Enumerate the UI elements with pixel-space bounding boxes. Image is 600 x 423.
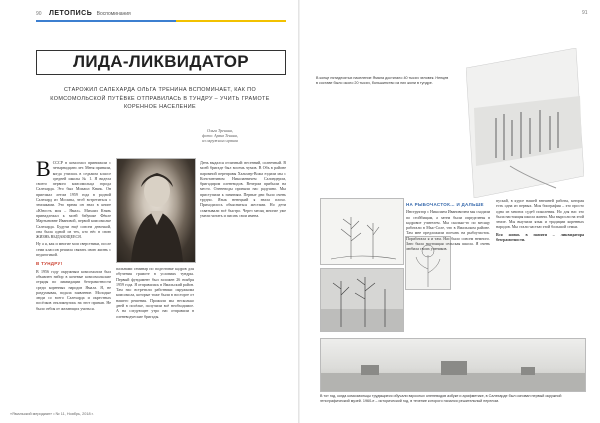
top-photo-caption: В конце пятидесятых население Ямала достигало 40 тысяч человек. Ненцев в составе было около 20 тысяч, большинство из них жили в тундре.: [316, 76, 449, 85]
right-col1-paragraph: Инструктор с Николаем Ивановичем мы сходили по стойбищам, а затем были определены в кадровое учителем. Мы сколько-то по месяцу работали в Мыс-Соле, что в Ямальском районе. Там мне предложили поехать на рыбоучасток. Поработала я и там. Нас было совсем немного. Зато была настоящая сельская школа. Я очень любила своих учеников.: [406, 209, 490, 252]
page-number-left: 90: [36, 11, 42, 17]
right-col2-paragraph: пускай, в курсе нашей внешней работы, которая есть одна из первых. Моя биография – это просто одна из многих судеб поколения. Но для нас это была настоящая школа жизни. Мы выросли на этой земле. Мы выучили язык и традиции коренных народов. Мы стали частью этой большой семьи.: [496, 198, 584, 230]
col1-paragraph-3: В 1956 году окружным комсомолом был объявлен набор в кочевые комсомольские отряды по ликвидации безграмотности среди коренных народов Ямала. Я, не раздумывая, подала заявление. Молодые люди со всего Салехарда и окрестных посёлков откликнулись на этот призыв. Не было отбоя от желающих учиться.: [36, 268, 111, 311]
tree-illustration-1: [320, 198, 404, 265]
left-page: [0, 0, 299, 423]
header-rule-blue: [36, 20, 176, 22]
article-credit: [175, 128, 265, 143]
col1-paragraph-2: Ну а я, как и многие мои сверстники, после семи классов решила связать свою жизнь с педагогикой.: [36, 241, 111, 258]
tree-sketch-icon: [321, 199, 403, 264]
article-column-3: [200, 160, 286, 408]
col2-paragraph: пальнами семинар по подготовке кадров для обучения грамоте в условиях тундры. Первый фундамент был заложен 26 ноября 1959 года. Я отправилась в Ямальский район. Там нас встретили работники окружкома комсомола, которые тоже были в восторге от нашего решения. Прожили мы несколько дней в посёлке, получили всё необходимое. А на следующее утро нас отправили в оленеводческие бригады.: [116, 266, 194, 319]
subhead-fishing: НА РЫБОЧАСТОК… И ДАЛЬШЕ: [406, 202, 484, 207]
right-column-1: [406, 198, 490, 328]
article-column-2: [116, 266, 194, 408]
rubric: Воспоминания: [96, 11, 131, 17]
article-lead: СТАРОЖИЛ САЛЕХАРДА ОЛЬГА ТРЕНИНА ВСПОМИНАЕТ, КАК ПО КОМСОМОЛЬСКОЙ ПУТЁВКЕ ОТПРАВИЛАСЬ В ТУНДРУ – УЧИТЬ ГРАМОТЕ КОРЕННОЕ НАСЕЛЕНИЕ: [50, 87, 270, 110]
header-rule-yellow: [176, 20, 286, 22]
winter-landscape-photo: [466, 48, 584, 198]
credit-photo: фото: Архив Тенина,: [202, 133, 238, 138]
page-number-right: 91: [582, 10, 588, 16]
bottom-panorama-photo: [320, 338, 586, 392]
right-column-2: [496, 198, 584, 328]
forest-sketch-icon: [321, 269, 403, 331]
col1-paragraph: СССР в комсомол принимали с четырнадцати лет. Меня приняли, когда училась в седьмом классе средней школы № 1. Я видела своего первого комсомольца города Салехарда. Это был Михаил Князь. Он приезжал летом 1959 года в родной Салехард из Москвы, чтоб встретиться с земляками. Это время он знал в книге «Юность моя – Ямал». Михаил Князь принадлежал к моей бабушке Фёкле Мартыновне Ивановой, первой комсомолке Салехарда. Будучи ещё совсем девочкой, она была одной из тех, кто нёс в свою ЖИЗНЬ ВЫДАЮЩЕЕСЯ.: [36, 160, 111, 240]
right-page: [300, 0, 600, 423]
col3-paragraph: День выдался отличный: весенний, солнечный. В моей бригаде был восемь чумов. В Обь в районе паромной переправы Хальмер-Вожа ездили мы с Константином Николаевичем Салиндером, бригадиром оленеводов. Вечером прибыли на место. Оленеводы приняли нас радушно. Мы приступили к занятиям. Первые дни было очень трудно. Язык ненецкий я знала плохо. Приходилось объясняться жестами. Но дети схватывали всё быстро. Через месяц многие уже умели читать и писать свои имена.: [200, 160, 286, 218]
bottom-photo-caption: В тот год, когда комсомольцы трудящиеся обучали взрослых оленеводов азбуке и арифметике, в Салехарде был основан первый окружной этнографический музей. 1960-е – исторический год, в течение которого начался решительный перелом.: [320, 394, 562, 403]
subhead-tundra: В ТУНДРУ!: [36, 261, 63, 267]
article-title: ЛИДА-ЛИКВИДАТОР: [36, 50, 286, 75]
article-column-1: [36, 160, 111, 408]
tree-illustration-2: [320, 268, 404, 332]
drop-cap: В: [36, 160, 51, 181]
portrait-photo: [116, 158, 196, 263]
credit-author: Ольга Тренина,: [207, 128, 233, 133]
panorama-image: [321, 339, 585, 391]
right-col2-ending: Вся жизнь в памяти – ликвидатора безграмотности.: [496, 231, 584, 243]
portrait-figure: [117, 159, 195, 262]
section-name: ЛЕТОПИСЬ: [48, 10, 93, 17]
page-footer: «Ямальский меридиан» • № 11, Ноябрь, 2018 г.: [10, 412, 94, 416]
credit-museum: из окружного архива: [202, 138, 238, 143]
running-head: [36, 10, 131, 17]
landscape-image: [466, 48, 584, 198]
